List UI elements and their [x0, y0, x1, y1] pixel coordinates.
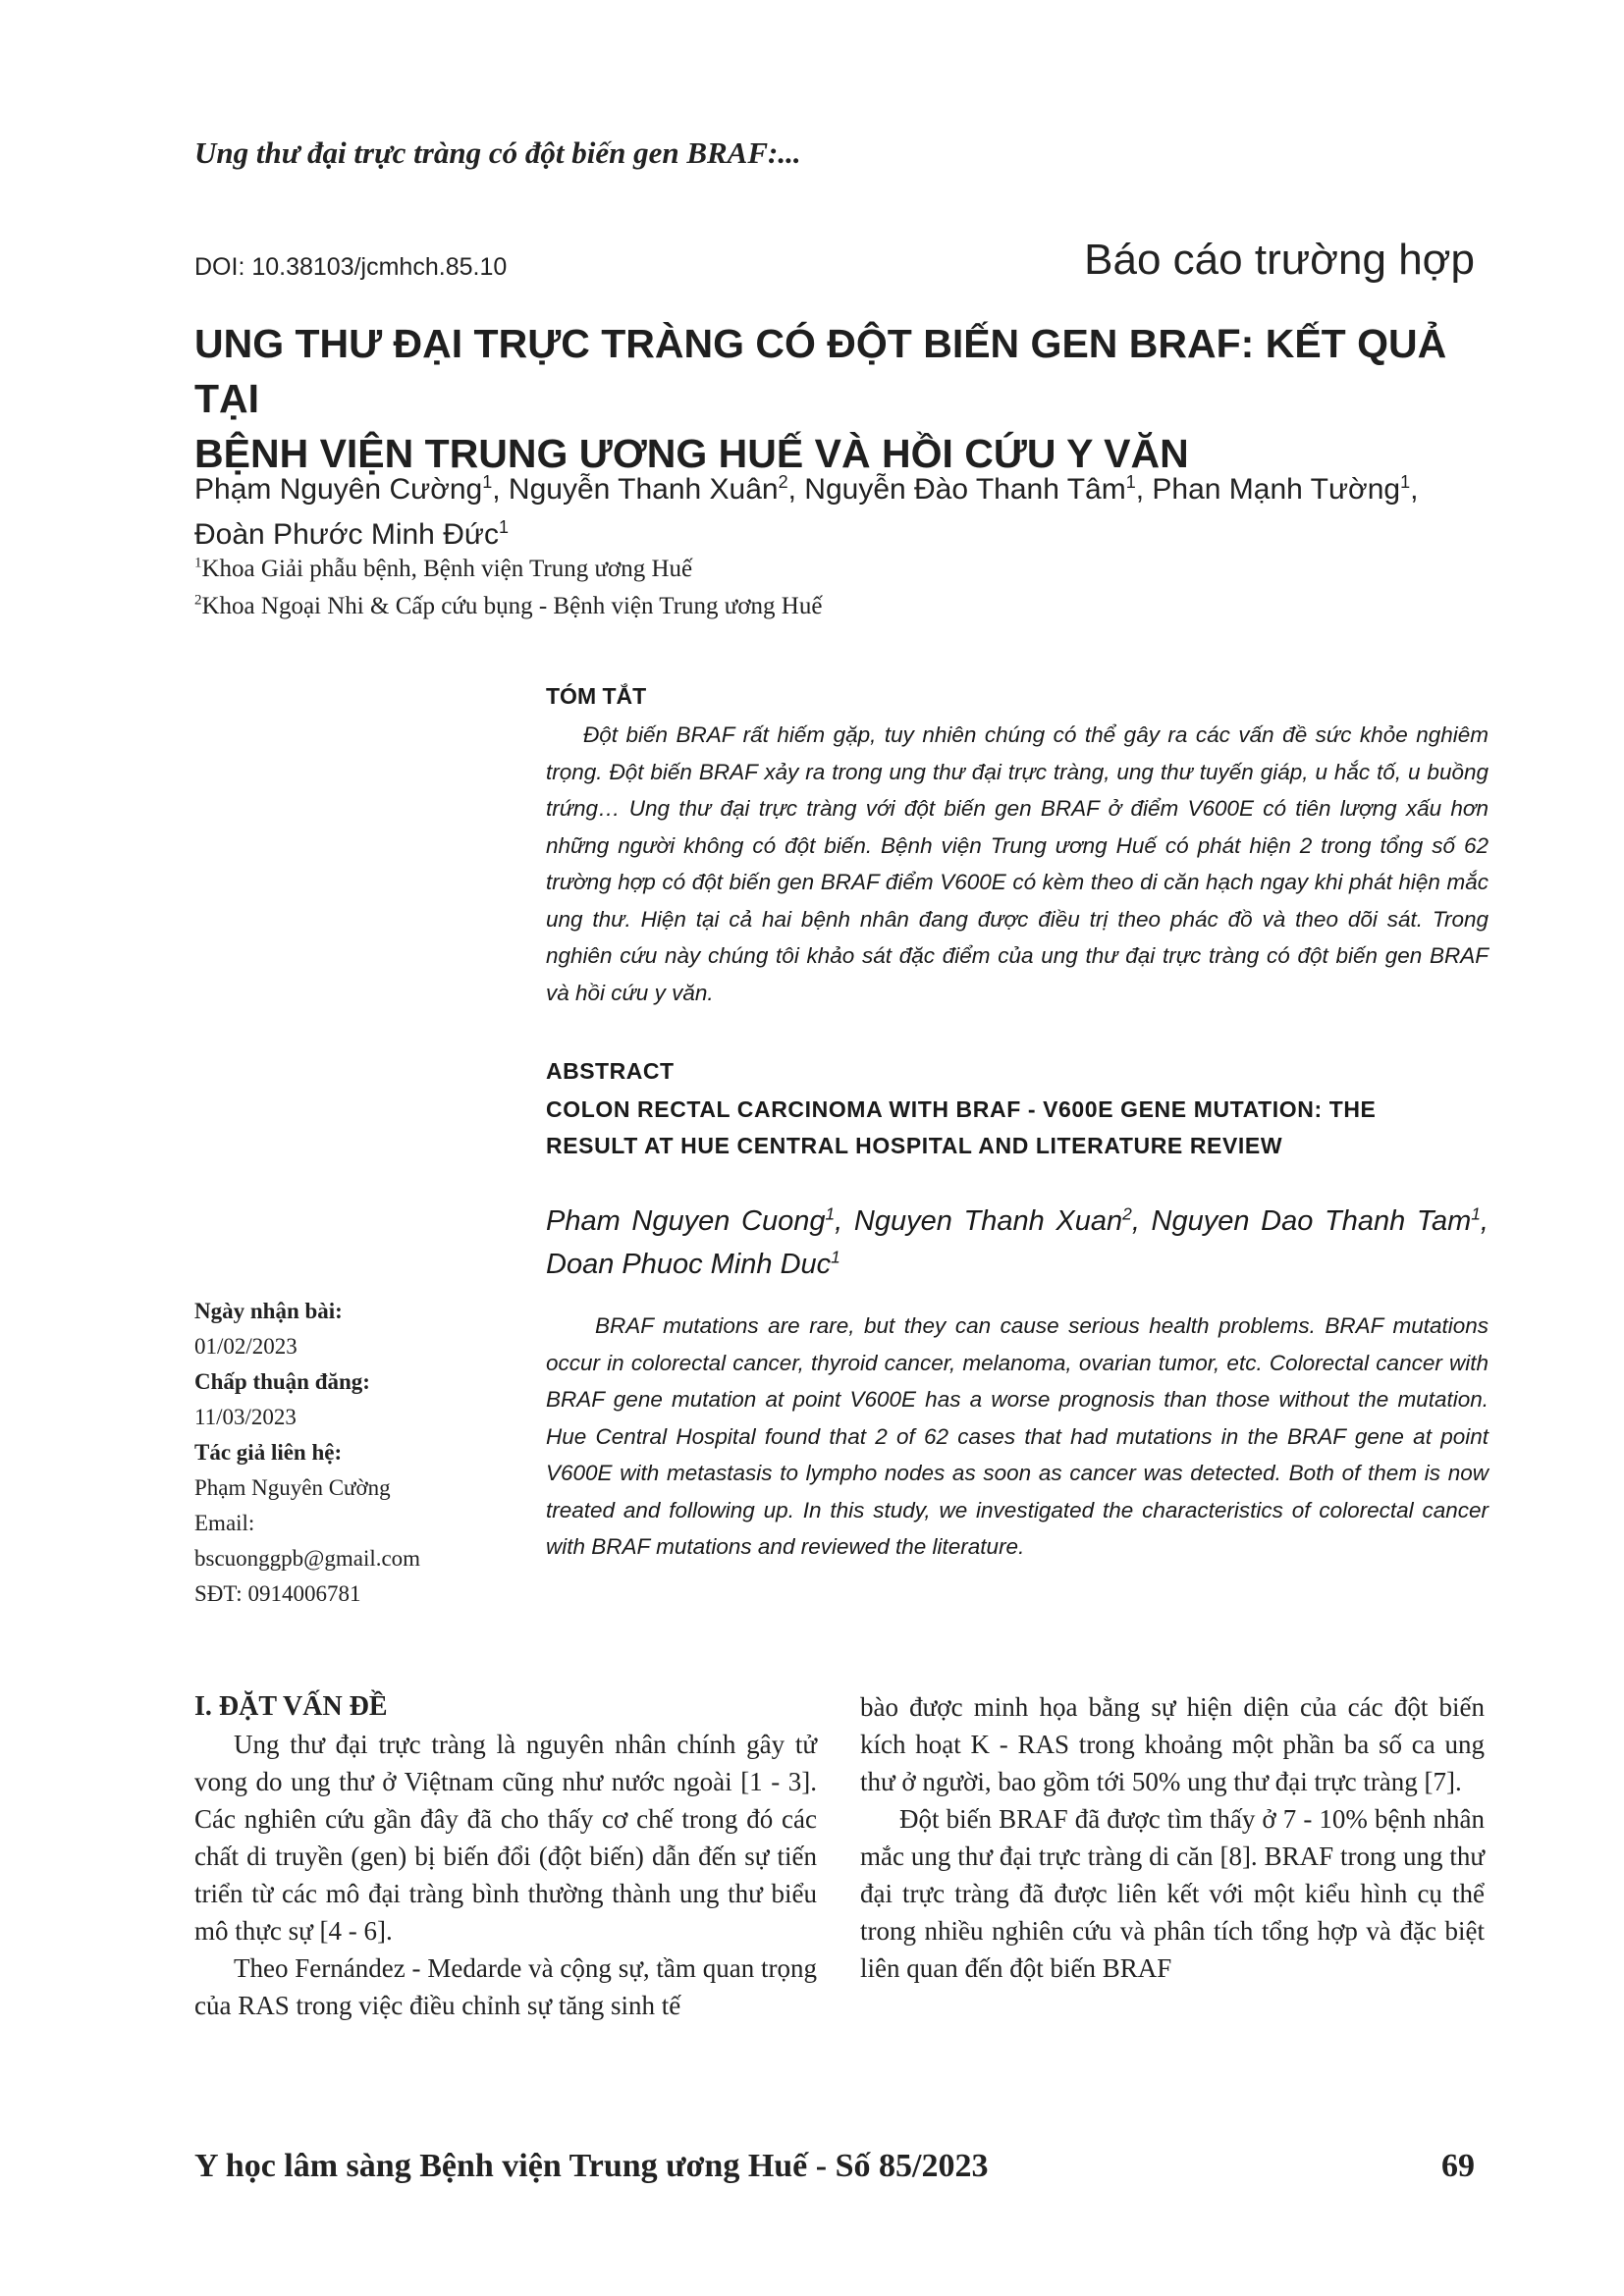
email-link[interactable]: bscuonggpb@gmail.com	[194, 1546, 421, 1571]
article-title-line-1: UNG THƯ ĐẠI TRỰC TRÀNG CÓ ĐỘT BIẾN GEN BRAF: KẾT QUẢ TẠI	[194, 321, 1447, 421]
tom-tat-body: Đột biến BRAF rất hiếm gặp, tuy nhiên chúng có thể gây ra các vấn đề sức khỏe nghiêm trọng. Đột biến BRAF xảy ra trong ung thư đại trực tràng, ung thư tuyến giáp, u hắc tố, u buồng trứng… Ung thư đại trực tràng với đột biến gen BRAF ở điểm V600E có tiên lượng xấu hơn những người không có đột biến. Bệnh viện Trung ương Huế có phát hiện 2 trong tổng số 62 trường hợp có đột biến gen BRAF điểm V600E có kèm theo di căn hạch ngay khi phát hiện mắc ung thư. Hiện tại cả hai bệnh nhân đang được điều trị theo phác đồ và theo dõi sát. Trong nghiên cứu này chúng tôi khảo sát đặc điểm của ung thư đại trực tràng có đột biến gen BRAF và hồi cứu y văn.	[546, 722, 1489, 1005]
body-paragraph: Đột biến BRAF đã được tìm thấy ở 7 - 10% bệnh nhân mắc ung thư đại trực tràng di căn [8]. BRAF trong ung thư đại trực tràng đã được liên kết với một kiểu hình cụ thể trong nhiều nghiên cứu và phân tích tổng hợp và đặc biệt liên quan đến đột biến BRAF	[860, 1804, 1485, 1983]
doi: DOI: 10.38103/jcmhch.85.10	[194, 253, 508, 281]
author: Phạm Nguyên Cường$^1$,	[194, 472, 509, 506]
article-title	[194, 316, 1481, 481]
phone-number: SĐT: 0914006781	[194, 1581, 361, 1606]
body-paragraph: bào được minh họa bằng sự hiện diện của các đột biến kích hoạt K - RAS trong khoảng một phần ba số ca ung thư ở người, bao gồm tới 50% ung thư đại trực tràng [7].	[860, 1692, 1485, 1796]
article-title-line-2: BỆNH VIỆN TRUNG ƯƠNG HUẾ VÀ HỒI CỨU Y VĂN	[194, 431, 1189, 476]
author: Nguyễn Đào Thanh Tâm$^1$,	[804, 472, 1153, 506]
accepted-date: 11/03/2023	[194, 1405, 297, 1429]
running-header: Ung thư đại trực tràng có đột biến gen BRAF:...	[194, 135, 801, 170]
corresponding-author-label: Tác giả liên hệ:	[194, 1440, 343, 1465]
article-type: Báo cáo trường hợp	[1084, 236, 1475, 284]
received-date: 01/02/2023	[194, 1334, 298, 1359]
affiliation: $^2$Khoa Ngoại Nhi & Cấp cứu bụng - Bệnh viện Trung ương Huế	[194, 592, 823, 619]
author: Nguyen Thanh Xuan$^2$,	[853, 1203, 1152, 1237]
body-column-right	[860, 1688, 1485, 1987]
body-column-left	[194, 1688, 817, 2024]
section-heading: I. ĐẶT VẤN ĐỀ	[194, 1691, 388, 1722]
affiliation: $^1$Khoa Giải phẫu bệnh, Bệnh viện Trung ương Huế	[194, 555, 693, 582]
author: Doan Phuoc Minh Duc$^1$	[546, 1247, 840, 1280]
abstract-author-list	[546, 1200, 1489, 1286]
author: Đoàn Phước Minh Đức$^1$	[194, 517, 509, 551]
received-label: Ngày nhận bài:	[194, 1299, 343, 1323]
accepted-label: Chấp thuận đăng:	[194, 1369, 370, 1394]
body-paragraph: Ung thư đại trực tràng là nguyên nhân chính gây tử vong do ung thư ở Việtnam cũng như nước ngoài [1 - 3]. Các nghiên cứu gần đây đã cho thấy cơ chế trong đó các chất di truyền (gen) bị biến đổi (đột biến) dẫn đến sự tiến triển từ các mô đại tràng bình thường thành ung thư biểu mô thực sự [4 - 6].	[194, 1730, 817, 1946]
abstract-heading: ABSTRACT	[546, 1058, 675, 1084]
author: Nguyen Dao Thanh Tam$^1$,	[1151, 1203, 1489, 1237]
email-label: Email:	[194, 1511, 255, 1535]
page-number: 69	[1441, 2148, 1475, 2184]
author-list	[194, 467, 1490, 558]
tom-tat-heading: TÓM TẮT	[546, 683, 647, 709]
author: Nguyễn Thanh Xuân$^2$,	[508, 472, 805, 506]
author: Pham Nguyen Cuong$^1$,	[546, 1203, 854, 1237]
author: Phan Mạnh Tường$^1$,	[1152, 472, 1419, 506]
footer-journal-name: Y học lâm sàng Bệnh viện Trung ương Huế - Số 85/2023	[194, 2148, 989, 2184]
corresponding-author-name: Phạm Nguyên Cường	[194, 1475, 391, 1500]
body-paragraph: Theo Fernández - Medarde và cộng sự, tầm quan trọng của RAS trong việc điều chỉnh sự tăng sinh tế	[194, 1953, 817, 2020]
abstract-title: COLON RECTAL CARCINOMA WITH BRAF - V600E GENE MUTATION: THE RESULT AT HUE CENTRAL HOSPITAL AND LITERATURE REVIEW	[546, 1096, 1377, 1158]
abstract-body: BRAF mutations are rare, but they can cause serious health problems. BRAF mutations occur in colorectal cancer, thyroid cancer, melanoma, ovarian tumor, etc. Colorectal cancer with BRAF gene mutation at point V600E has a worse prognosis than those without the mutation. Hue Central Hospital found that 2 of 62 cases that had mutations in the BRAF gene at point V600E with metastasis to lympho nodes as soon as cancer was detected. Both of them is now treated and following up. In this study, we investigated the characteristics of colorectal cancer with BRAF mutations and reviewed the literature.	[546, 1313, 1489, 1559]
article-info-sidebar	[194, 1294, 518, 1612]
